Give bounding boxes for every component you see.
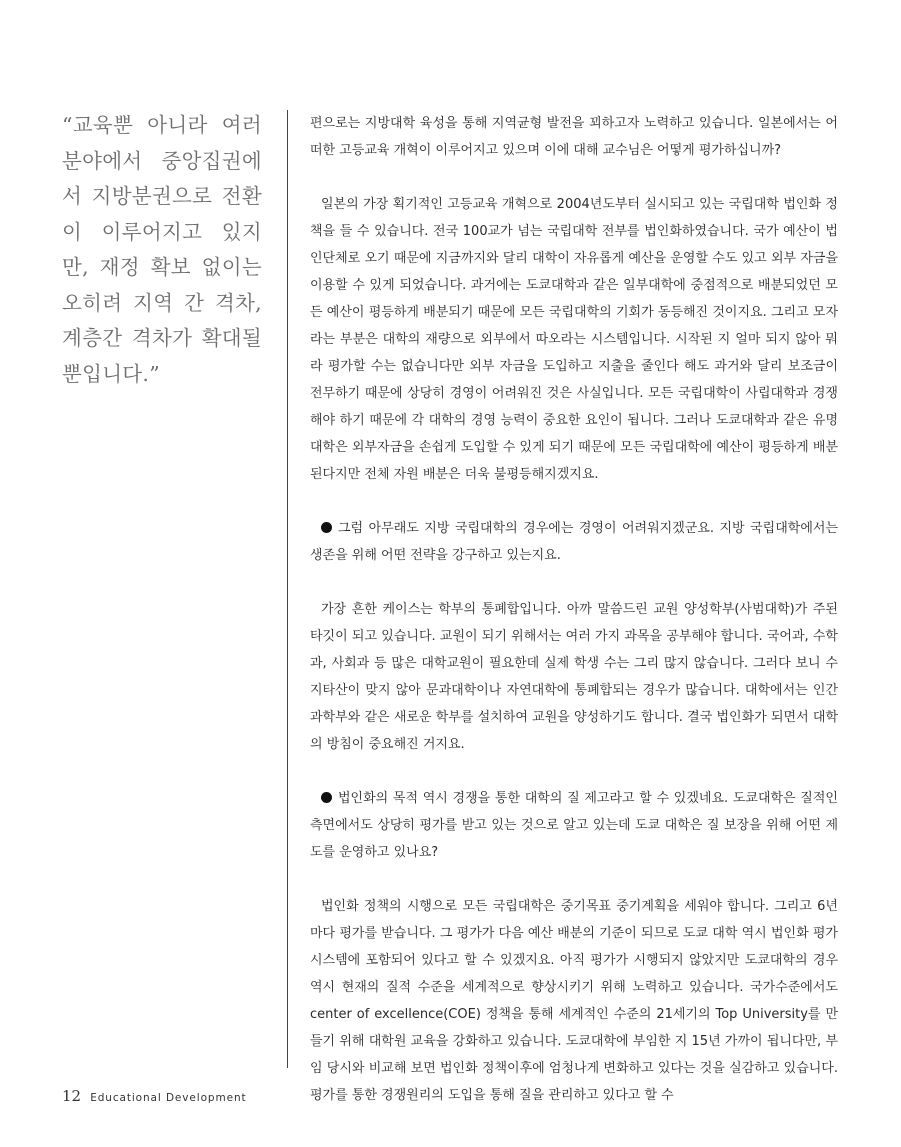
paragraph-answer: 법인화 정책의 시행으로 모든 국립대학은 중기목표 중기계획을 세워야 합니다. 그리고 6년마다 평가를 받습니다. 그 평가가 다음 예산 배분의 기준이 되므로 도쿄 대학 역시 법인화 평가 시스템에 포함되어 있다고 할 수 있겠지요. 아직 평가가 시행되지 않았지만 도쿄대학의 경우 역시 현재의 질적 수준을 세계적으로 향상시키기 위해 노력하고 있습니다. 국가수준에서도 center of excellence(COE) 정책을 통해 세계적인 수준의 21세기의 Top University를 만들기 위해 대학원 교육을 강화하고 있습니다. 도쿄대학에 부임한 지 15년 가까이 됩니다만, 부임 당시와 비교해 보면 법인화 정책이후에 엄청나게 변화하고 있다는 것을 실감하고 있습니다. 평가를 통한 경쟁원리의 도입을 통해 질을 관리하고 있다고 할 수 (310, 899, 838, 1103)
page-number: 12 (62, 1087, 82, 1105)
question-text: 법인화의 목적 역시 경쟁을 통한 대학의 질 제고라고 할 수 있겠네요. 도쿄대학은 질적인 측면에서도 상당히 평가를 받고 있는 것으로 알고 있는데 도쿄 대학은 질 보장을 위해 어떤 제도를 운영하고 있나요? (310, 791, 838, 860)
paragraph-continuation: 편으로는 지방대학 육성을 통해 지역균형 발전을 꾀하고자 노력하고 있습니다. 일본에서는 어떠한 고등교육 개혁이 이루어지고 있으며 이에 대해 교수님은 어떻게 평가하십니까? (310, 116, 838, 158)
paragraph-answer: 가장 흔한 케이스는 학부의 통폐합입니다. 아까 말씀드린 교원 양성학부(사범대학)가 주된 타깃이 되고 있습니다. 교원이 되기 위해서는 여러 가지 과목을 공부해야 합니다. 국어과, 수학과, 사회과 등 많은 대학교원이 필요한데 실제 학생 수는 그리 많지 않습니다. 그러다 보니 수지타산이 맞지 않아 문과대학이나 자연대학에 통폐합되는 경우가 많습니다. 대학에서는 인간과학부와 같은 새로운 학부를 설치하여 교원을 양성하기도 합니다. 결국 법인화가 되면서 대학의 방침이 중요해진 거지요. (310, 602, 838, 752)
pull-quote: “교육뿐 아니라 여러 분야에서 중앙집권에서 지방분권으로 전환이 이루어지고 있지만, 재정 확보 없이는 오히려 지역 간 격차, 계층간 격차가 확대될 뿐입니다.” (62, 113, 262, 386)
question-bullet-icon (321, 792, 332, 803)
page-footer (62, 1086, 247, 1105)
paragraph-question (310, 785, 838, 866)
question-bullet-icon (321, 522, 332, 533)
question-text: 그럼 아무래도 지방 국립대학의 경우에는 경영이 어려워지겠군요. 지방 국립대학에서는 생존을 위해 어떤 전략을 강구하고 있는지요. (310, 521, 838, 563)
paragraph-answer: 일본의 가장 획기적인 고등교육 개혁으로 2004년도부터 실시되고 있는 국립대학 법인화 정책을 들 수 있습니다. 전국 100교가 넘는 국립대학 전부를 법인화하였습니다. 국가 예산이 법인단체로 오기 때문에 지금까지와 달리 대학이 자유롭게 예산을 운영할 수도 있고 외부 자금을 이용할 수 있게 되었습니다. 과거에는 도쿄대학과 같은 일부대학에 중점적으로 배분되었던 모든 예산이 평등하게 배분되기 때문에 모든 국립대학의 기회가 동등해진 것이지요. 그리고 모자라는 부분은 대학의 재량으로 외부에서 따오라는 시스템입니다. 시작된 지 얼마 되지 않아 뭐라 평가할 수는 없습니다만 외부 자금을 도입하고 지출을 줄인다 해도 과거와 달리 보조금이 전무하기 때문에 상당히 경영이 어려워진 것은 사실입니다. 모든 국립대학이 사립대학과 경쟁해야 하기 때문에 각 대학의 경영 능력이 중요한 요인이 됩니다. 그러나 도쿄대학과 같은 유명대학은 외부자금을 손쉽게 도입할 수 있게 되기 때문에 모든 국립대학에 예산이 평등하게 배분된다지만 전체 자원 배분은 더욱 불평등해지겠지요. (310, 197, 838, 482)
article-body (310, 110, 838, 1136)
publication-title: Educational Development (90, 1092, 247, 1104)
paragraph-question (310, 515, 838, 569)
column-divider (287, 110, 288, 1068)
